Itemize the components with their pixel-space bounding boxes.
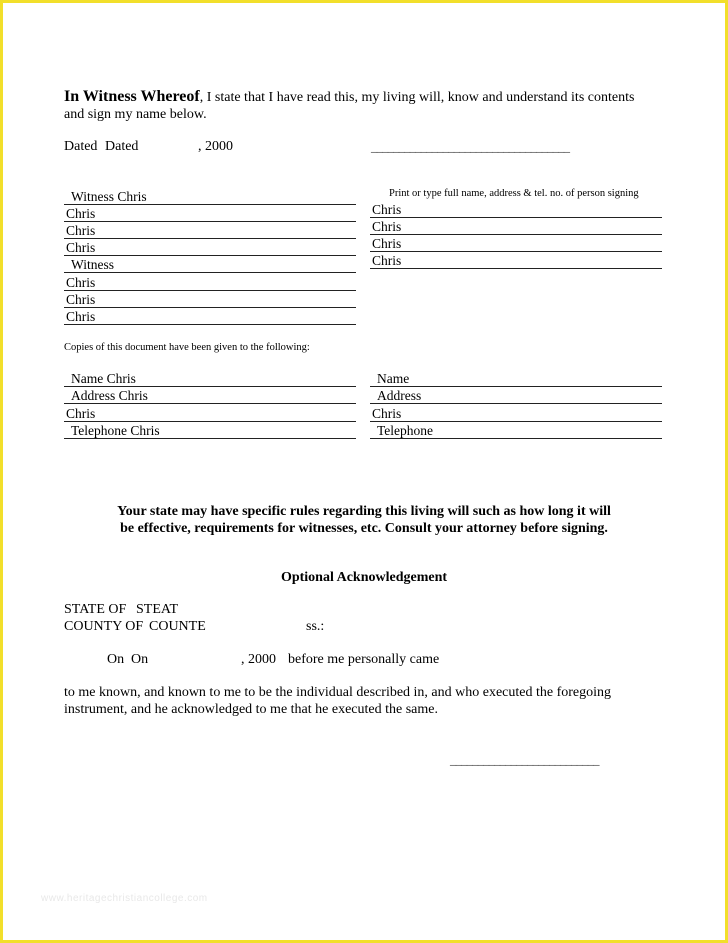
ack-came: before me personally came — [288, 652, 440, 667]
divider — [370, 217, 662, 218]
notice-line-2: be effective, requirements for witnesses, etc. Consult your attorney before signing. — [120, 521, 608, 536]
state-value: STEAT — [136, 602, 178, 617]
copy-left-name: Name Chris — [71, 371, 136, 386]
notice-line-1: Your state may have specific rules regarding this living will such as how long it will — [117, 504, 611, 519]
witness-line-2: Chris — [66, 206, 96, 221]
divider — [64, 238, 356, 239]
ack-body-line-2: instrument, and he acknowledged to me that he executed the same. — [64, 702, 438, 717]
signer-caption: Print or type full name, address & tel. no. of person signing — [389, 188, 639, 199]
divider — [64, 221, 356, 222]
witness-line-5: Witness — [71, 257, 114, 272]
witness-line-4: Chris — [66, 240, 96, 255]
divider — [64, 386, 356, 387]
divider — [64, 290, 356, 291]
copies-caption: Copies of this document have been given to the following: — [64, 342, 310, 353]
on-value: On — [131, 652, 149, 667]
notary-signature-line: ___________________________ — [450, 752, 599, 767]
signature-line: ____________________________________ — [371, 139, 569, 154]
divider — [370, 421, 662, 422]
witness-statement — [64, 88, 634, 106]
divider — [64, 307, 356, 308]
ss-label: ss.: — [306, 619, 325, 634]
copy-left-address-2: Chris — [66, 406, 96, 421]
signer-line-3: Chris — [372, 236, 402, 251]
copy-left-address: Address Chris — [71, 388, 148, 403]
county-label: COUNTY OF — [64, 619, 144, 634]
acknowledgement-title: Optional Acknowledgement — [280, 570, 448, 585]
divider — [64, 421, 356, 422]
copy-right-address-2: Chris — [372, 406, 402, 421]
dated-year: , 2000 — [198, 139, 233, 154]
witness-line-8: Chris — [66, 309, 96, 324]
witness-statement-line2: and sign my name below. — [64, 107, 207, 122]
signer-line-2: Chris — [372, 219, 402, 234]
copy-right-telephone: Telephone — [377, 423, 434, 438]
signer-line-4: Chris — [372, 253, 402, 268]
copy-right-name: Name — [377, 371, 410, 386]
signer-line-1: Chris — [372, 202, 402, 217]
divider — [370, 403, 662, 404]
divider — [64, 403, 356, 404]
divider — [370, 438, 662, 439]
ack-year: , 2000 — [241, 652, 276, 667]
divider — [370, 234, 662, 235]
dated-value: Dated — [105, 139, 139, 154]
copy-right-address: Address — [377, 388, 422, 403]
divider — [370, 386, 662, 387]
witness-line-1: Witness Chris — [71, 189, 147, 204]
on-label: On — [107, 652, 125, 667]
divider — [64, 204, 356, 205]
dated-label: Dated — [64, 139, 98, 154]
divider — [64, 324, 356, 325]
divider — [370, 251, 662, 252]
witness-line-6: Chris — [66, 275, 96, 290]
witness-whereof-heading: In Witness Whereof — [64, 88, 200, 105]
witness-line-7: Chris — [66, 292, 96, 307]
ack-body-line-1: to me known, and known to me to be the individual described in, and who executed the foregoing — [64, 685, 612, 700]
copy-left-telephone: Telephone Chris — [71, 423, 160, 438]
divider — [64, 255, 356, 256]
witness-statement-text: , I state that I have read this, my living will, know and understand its contents — [199, 90, 635, 105]
divider — [64, 272, 356, 273]
watermark: www.heritagechristiancollege.com — [41, 893, 208, 904]
state-label: STATE OF — [64, 602, 127, 617]
divider — [370, 268, 662, 269]
divider — [64, 438, 356, 439]
witness-line-3: Chris — [66, 223, 96, 238]
county-value: COUNTE — [149, 619, 206, 634]
